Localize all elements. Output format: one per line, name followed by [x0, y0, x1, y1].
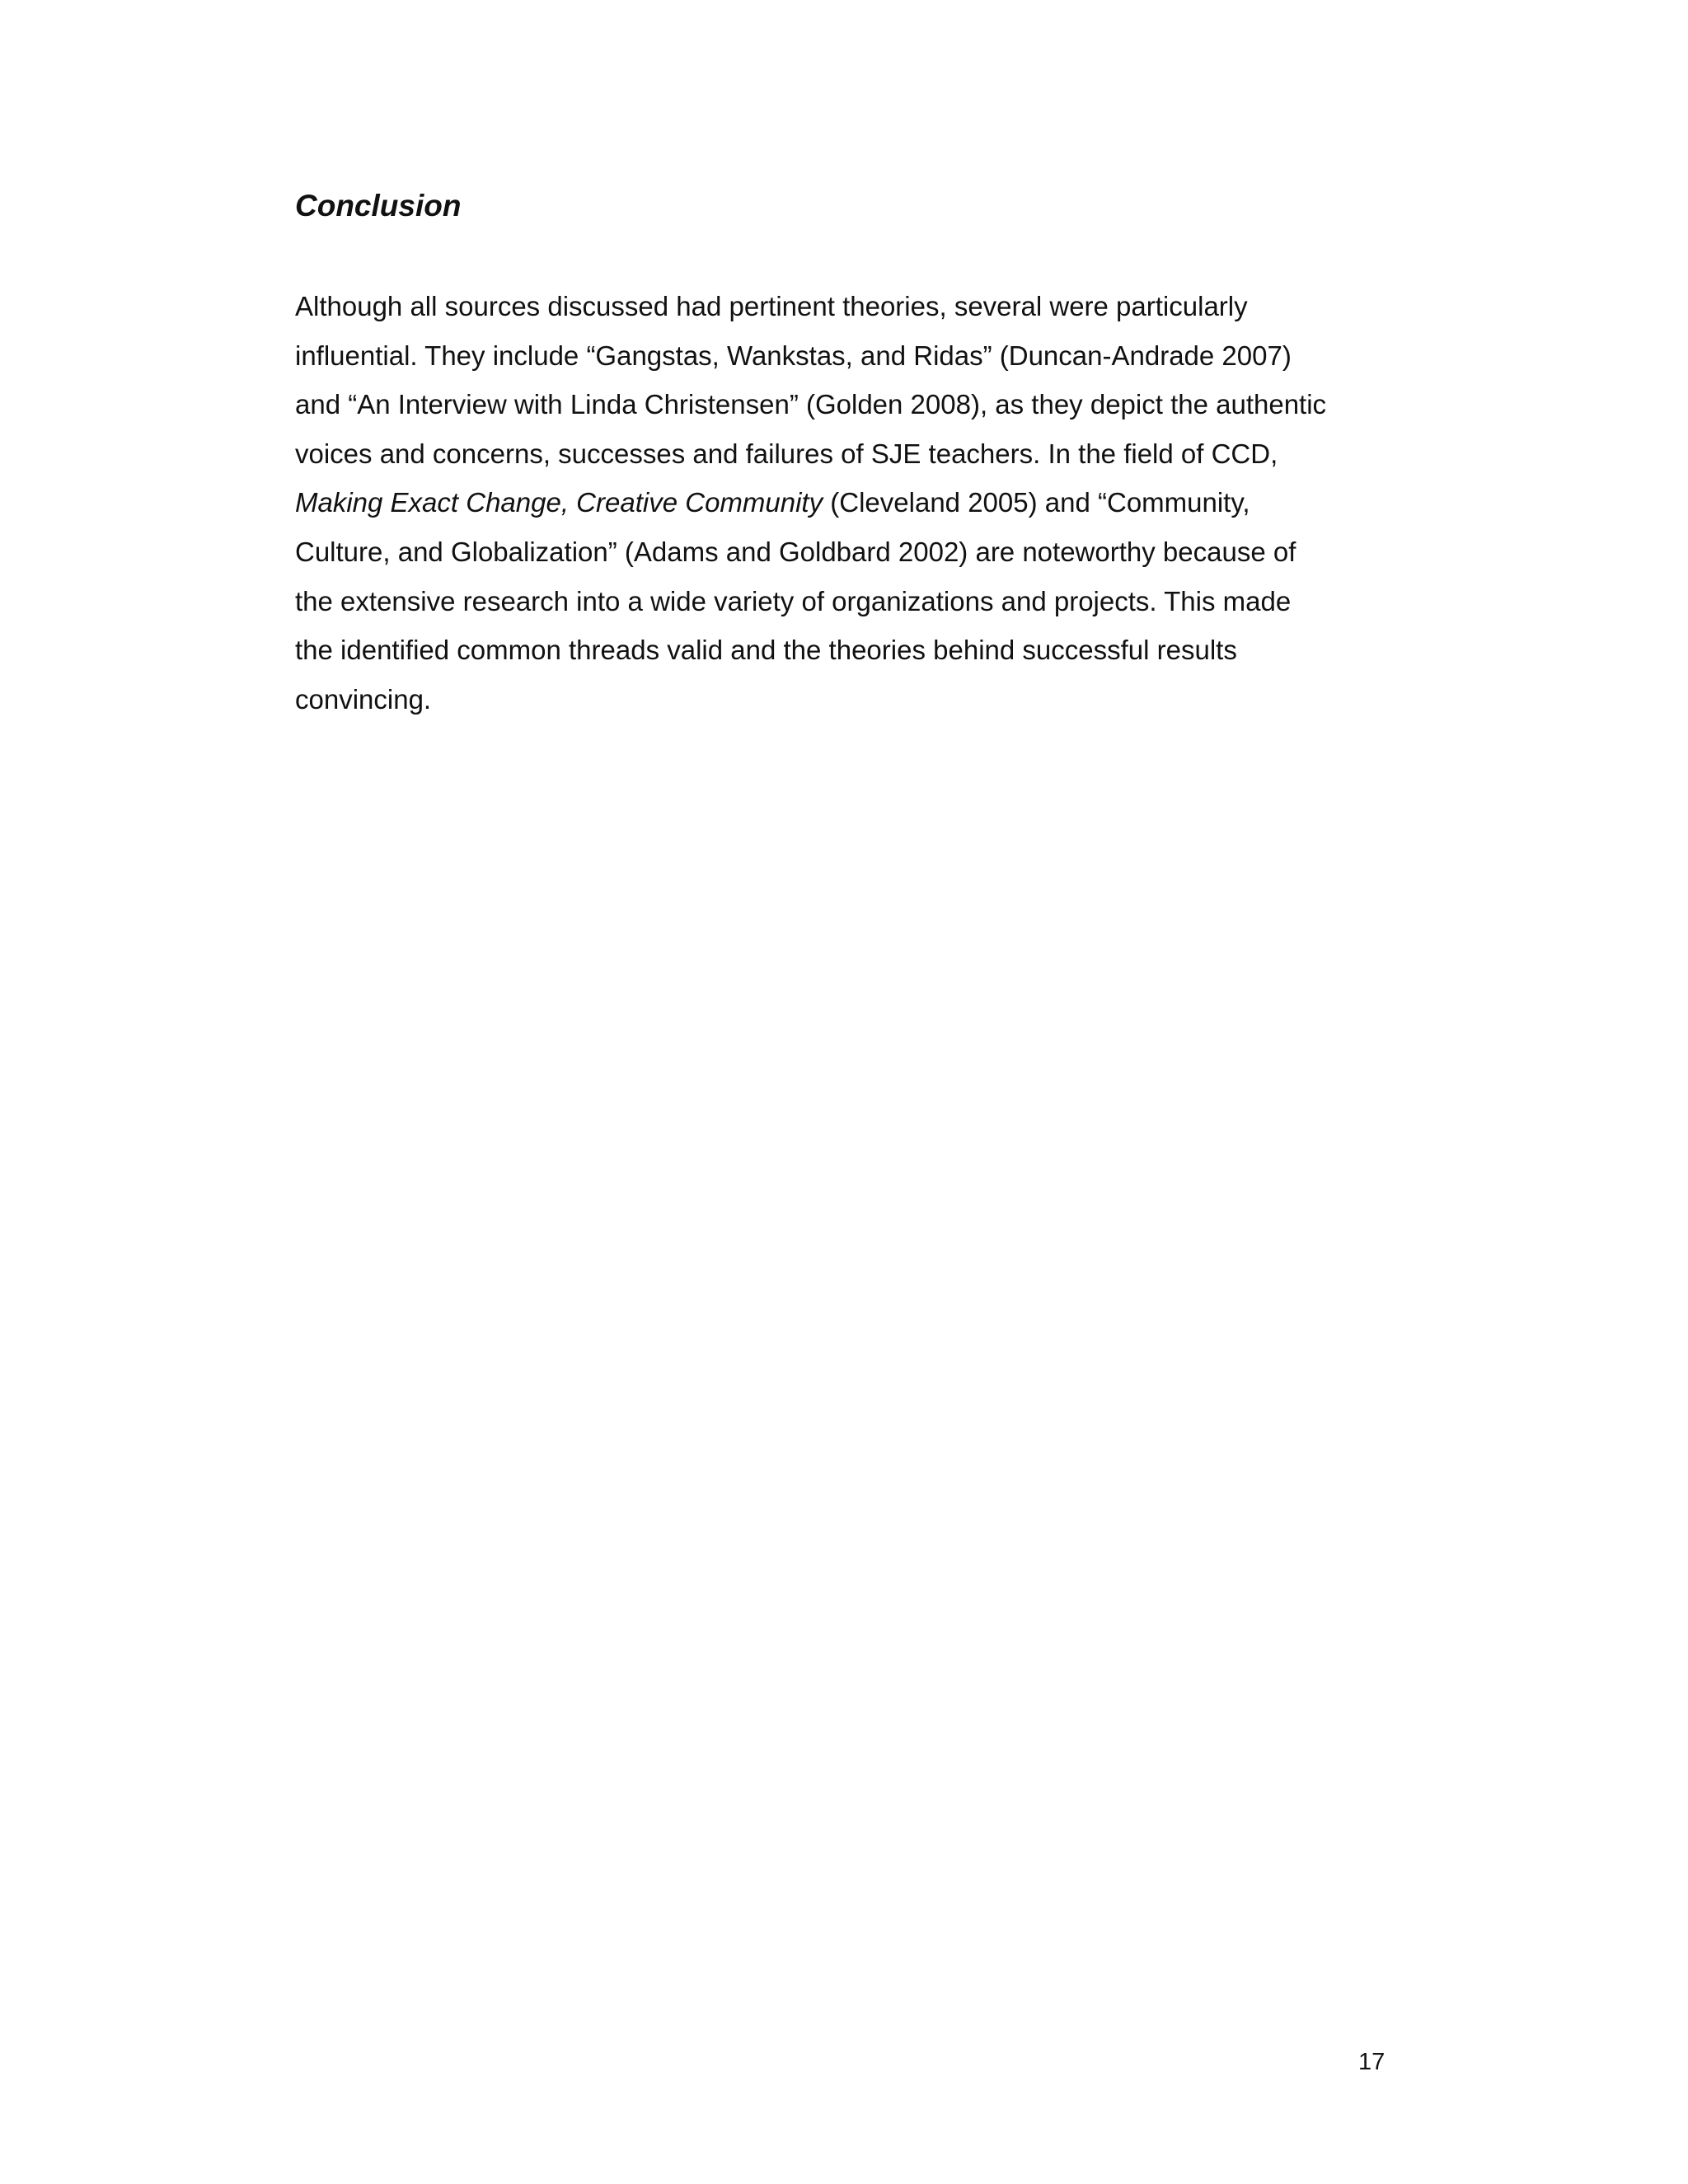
paragraph-line: convincing. [295, 683, 432, 715]
paragraph-line-text: (Cleveland 2005) and “Community, [823, 487, 1250, 518]
paragraph-line: the identified common threads valid and the theories behind successful results [295, 635, 1237, 666]
conclusion-paragraph [295, 282, 1326, 724]
book-title: Making Exact Change, Creative Community [295, 487, 823, 518]
section-heading: Conclusion [295, 189, 462, 223]
paragraph-line [295, 478, 1326, 527]
paragraph-line: Culture, and Globalization” (Adams and Goldbard 2002) are noteworthy because of [295, 536, 1296, 567]
paragraph-line: and “An Interview with Linda Christensen” (Golden 2008), as they depict the authentic [295, 389, 1327, 420]
page-number: 17 [1358, 2049, 1386, 2075]
paragraph-line: voices and concerns, successes and failures of SJE teachers. In the field of CCD, [295, 438, 1278, 469]
paragraph-line: the extensive research into a wide variety of organizations and projects. This made [295, 585, 1292, 616]
paragraph-line: Although all sources discussed had pertinent theories, several were particularly [295, 291, 1248, 321]
paragraph-line: influential. They include “Gangstas, Wankstas, and Ridas” (Duncan-Andrade 2007) [295, 340, 1292, 371]
